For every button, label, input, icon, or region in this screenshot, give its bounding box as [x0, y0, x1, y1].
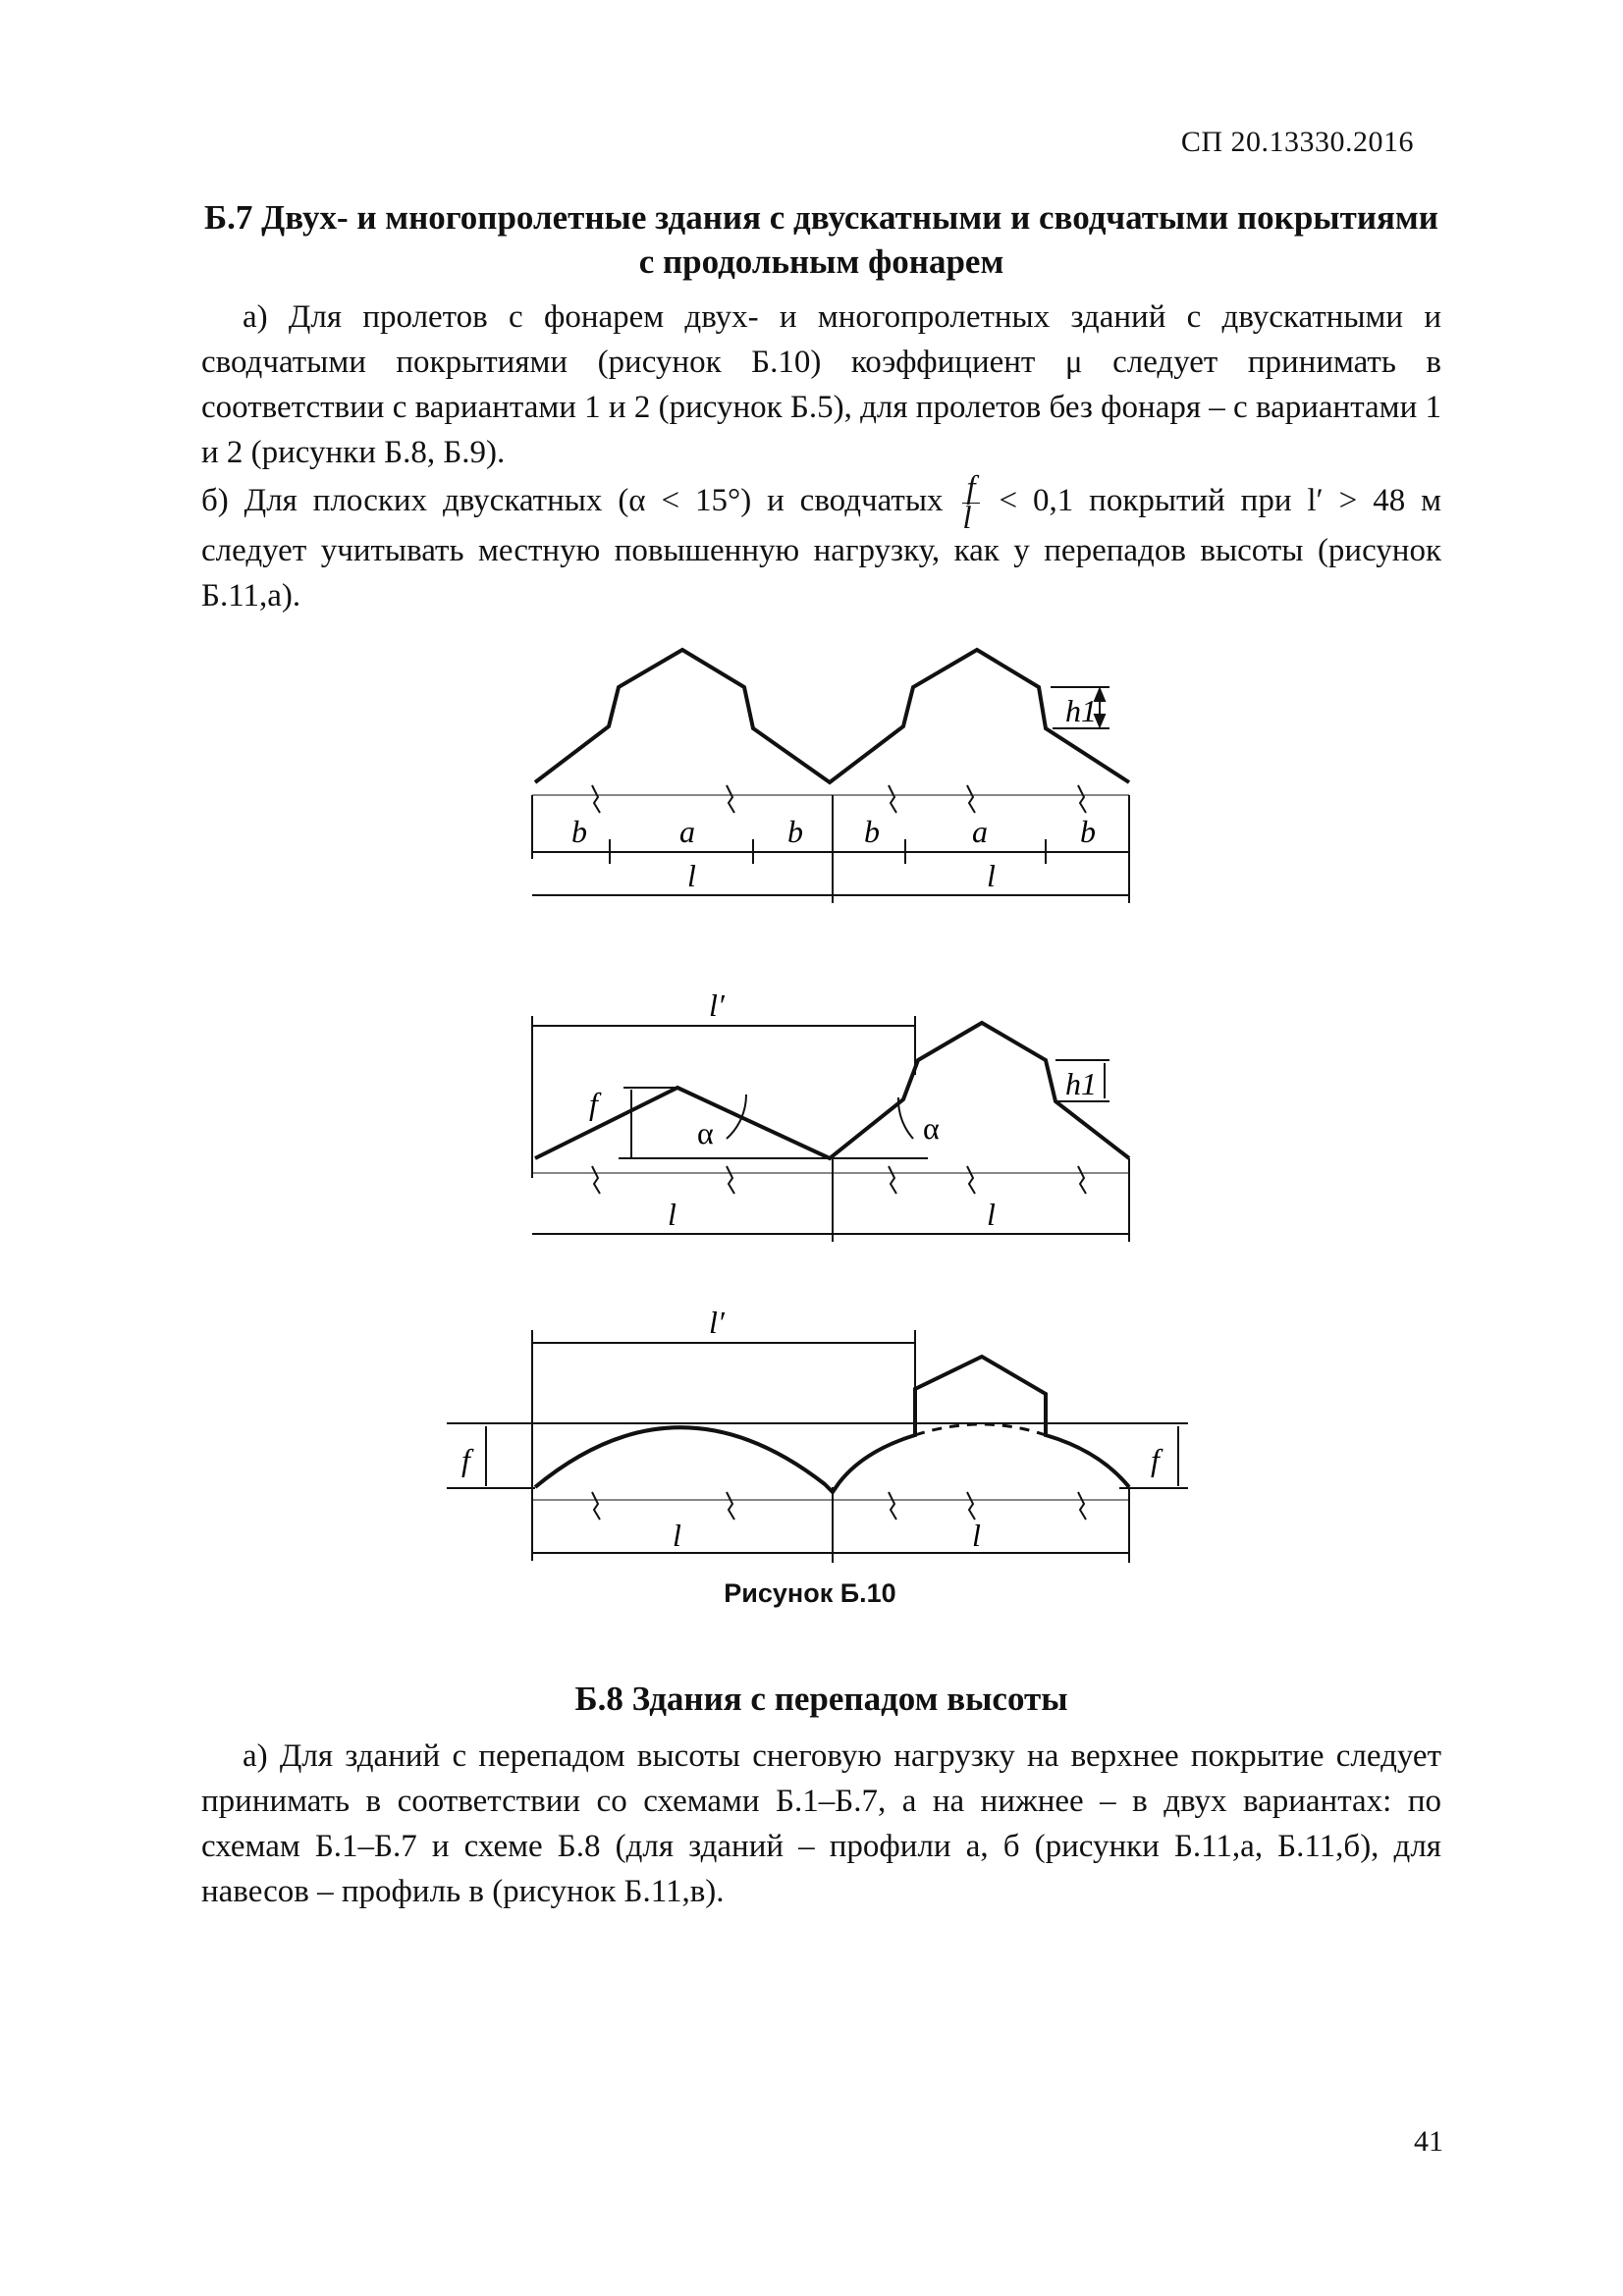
- label-l-6: l: [972, 1518, 981, 1553]
- label-l-prime-2: l′: [709, 1305, 725, 1340]
- ratio-fraction: [962, 470, 979, 536]
- fraction-denominator: l: [962, 501, 972, 536]
- label-b-4: b: [1080, 814, 1096, 849]
- diagram-3-dashed-arch: [915, 1424, 1046, 1435]
- label-l-4: l: [987, 1197, 996, 1232]
- figure-caption: Рисунок Б.10: [724, 1578, 896, 1608]
- diagram-1-roof-profile: [535, 650, 1129, 782]
- paragraph-b7-b-line1: [201, 470, 1441, 536]
- paragraph-b7-b-start: б) Для плоских двускатных (α < 15°) и сводчатых: [201, 483, 944, 519]
- paragraph-b7-b-mid: < 0,1 покрытий при l′ > 48 м: [999, 483, 1441, 519]
- label-h1-2: h1: [1065, 1066, 1097, 1101]
- document-code: СП 20.13330.2016: [1180, 126, 1414, 158]
- label-alpha-2: α: [923, 1110, 940, 1146]
- page-number: 41: [1414, 2125, 1443, 2158]
- figure-b10-diagram: [461, 618, 1217, 1571]
- label-l-5: l: [673, 1518, 681, 1553]
- label-alpha-1: α: [697, 1115, 714, 1150]
- label-f-3: f: [1151, 1442, 1160, 1477]
- label-f-2: f: [461, 1442, 470, 1477]
- paragraph-b7-a: а) Для пролетов с фонарем двух- и многопролетных зданий с двускатными и сводчатыми покрытиями (рисунок Б.10) коэффициент μ следует принимать в соответствии с вариантами 1 и 2 (рисунок Б.5), для пролетов без фонаря – с вариантами 1 и 2 (рисунки Б.8, Б.9).: [201, 299, 1441, 470]
- section-b7-title: [201, 195, 1441, 284]
- paragraph-b8-a: а) Для зданий с перепадом высоты снеговую нагрузку на верхнее покрытие следует принимать в соответствии со схемами Б.1–Б.7, а на нижнее – в двух вариантах: по схемам Б.1–Б.7 и схеме Б.8 (для зданий – профили а, б (рисунки Б.11,а, Б.11,б), для навесов – профиль в (рисунок Б.11,в).: [201, 1738, 1441, 1909]
- section-b7-title-line2: с продольным фонарем: [638, 242, 1004, 281]
- label-a-1: a: [679, 814, 695, 849]
- section-b7-title-line1: Б.7 Двух- и многопролетные здания с двускатными и сводчатыми покрытиями: [204, 198, 1438, 237]
- label-b-3: b: [864, 814, 880, 849]
- label-l-3: l: [668, 1197, 676, 1232]
- label-a-2: a: [972, 814, 988, 849]
- section-b8-title: Б.8 Здания с перепадом высоты: [574, 1680, 1068, 1718]
- label-h1-1: h1: [1065, 693, 1097, 728]
- label-l-prime-1: l′: [709, 988, 725, 1023]
- label-b-2: b: [787, 814, 803, 849]
- label-f-1: f: [589, 1086, 598, 1121]
- fraction-numerator: f: [962, 473, 979, 504]
- label-l-1: l: [687, 858, 696, 893]
- diagram-2-roof-profile: [535, 1023, 1129, 1158]
- paragraph-b7-b-continuation: следует учитывать местную повышенную нагрузку, как у перепадов высоты (рисунок Б.11,а).: [201, 533, 1441, 614]
- label-l-2: l: [987, 858, 996, 893]
- label-b-1: b: [571, 814, 587, 849]
